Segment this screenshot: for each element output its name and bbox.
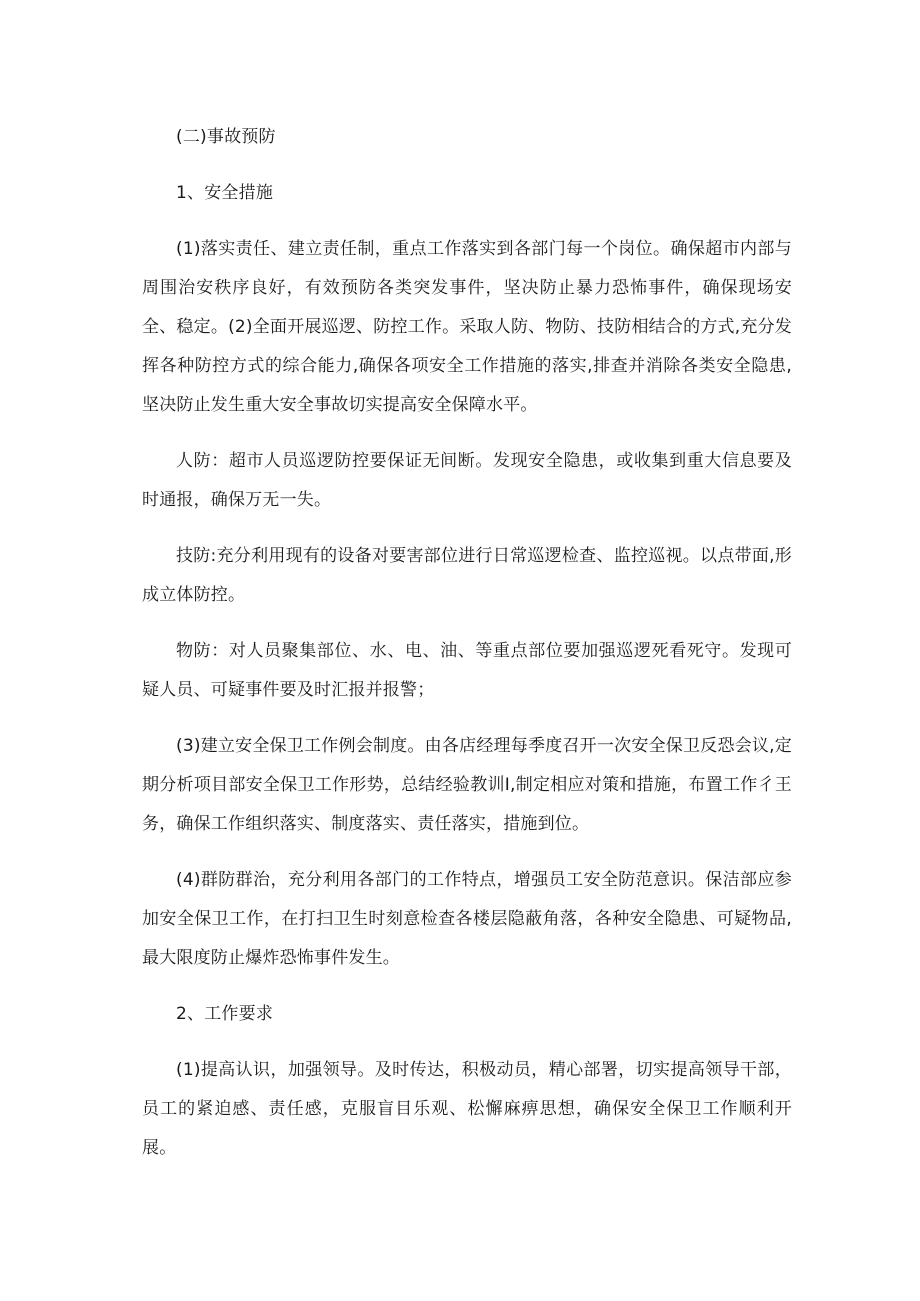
paragraph-awareness: (1)提高认识，加强领导。及时传达，积极动员，精心部署，切实提高领导干部，员工的紧迫感、责任感，克服盲目乐观、松懈麻痹思想，确保安全保卫工作顺利开展。 [142,1060,792,1158]
subsection-heading-work-requirements: 2、工作要求 [176,1004,274,1024]
paragraph-responsibility: (1)落实责任、建立责任制，重点工作落实到各部门每一个岗位。确保超市内部与周围治安秩序良好，有效预防各类突发事件，坚决防止暴力恐怖事件，确保现场安全、稳定。(2)全面开展巡逻、防控工作。采取人防、物防、技防相结合的方式,充分发挥各种防控方式的综合能力,确保各项安全工作措施的落实,排查并消除各类安全隐患,坚决防止发生重大安全事故切实提高安全保障水平。 [142,239,792,415]
paragraph-group-defense: (4)群防群治，充分利用各部门的工作特点，增强员工安全防范意识。保洁部应参加安全保卫工作，在打扫卫生时刻意检查各楼层隐蔽角落，各种安全隐患、可疑物品,最大限度防止爆炸恐怖事件发生。 [142,870,792,968]
paragraph-technical-defense: 技防:充分利用现有的设备对要害部位进行日常巡逻检查、监控巡视。以点带面,形成立体防控。 [142,546,792,605]
paragraph-physical-defense: 物防：对人员聚集部位、水、电、油、等重点部位要加强巡逻死看死守。发现可疑人员、可疑事件要及时汇报并报警； [142,641,792,700]
paragraph-meeting-system: (3)建立安全保卫工作例会制度。由各店经理每季度召开一次安全保卫反恐会议,定期分析项目部安全保卫工作形势，总结经验教训Ⅰ,制定相应对策和措施，布置工作彳王务，确保工作组织落实、制度落实、责任落实，措施到位。 [142,736,792,834]
section-heading: (二)事故预防 [176,127,276,147]
subsection-heading-safety-measures: 1、安全措施 [176,183,274,203]
document-body [142,118,792,1185]
paragraph-human-defense: 人防：超市人员巡逻防控要保证无间断。发现安全隐患，或收集到重大信息要及时通报，确保万无一失。 [142,451,792,510]
